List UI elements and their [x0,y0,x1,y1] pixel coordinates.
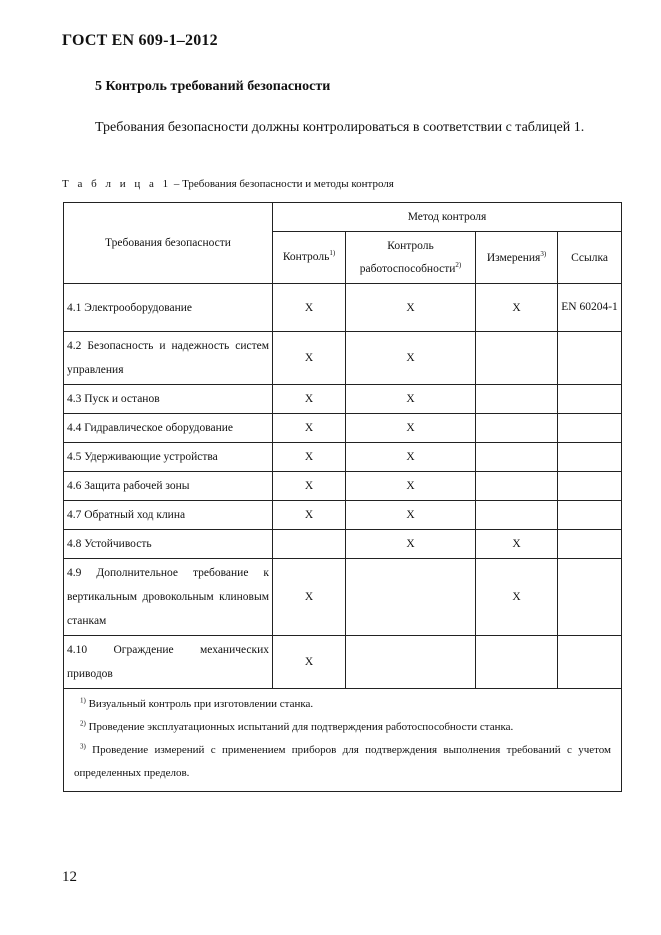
row-performance-mark: X [346,501,476,530]
row-reference [558,501,622,530]
row-control-mark: X [273,414,346,443]
header-performance-note: 2) [455,260,462,269]
row-requirement: 4.7 Обратный ход клина [64,501,273,530]
table-row [64,385,622,414]
row-requirement: 4.9 Дополнительное требование к вертикальным дровокольным клиновым станкам [64,559,273,636]
row-requirement: 4.2 Безопасность и надежность систем управления [64,332,273,385]
row-measurement-mark: X [476,284,558,332]
requirements-table [63,202,622,792]
row-performance-mark: X [346,284,476,332]
table-row [64,559,622,636]
row-performance-mark: X [346,530,476,559]
table-note [74,716,611,739]
table-header-row [64,203,622,232]
table-row [64,501,622,530]
row-reference [558,443,622,472]
row-measurement-mark [476,414,558,443]
table-note-text: Визуальный контроль при изготовлении станка. [85,698,314,710]
row-reference [558,636,622,689]
row-requirement: 4.6 Защита рабочей зоны [64,472,273,501]
row-control-mark: X [273,636,346,689]
row-measurement-mark [476,472,558,501]
row-reference [558,385,622,414]
table-row [64,472,622,501]
row-control-mark: X [273,443,346,472]
table-note-mark: 1) [80,696,86,705]
row-requirement: 4.8 Устойчивость [64,530,273,559]
row-requirement: 4.1 Электрооборудование [64,284,273,332]
row-performance-mark: X [346,385,476,414]
row-measurement-mark [476,636,558,689]
row-control-mark: X [273,501,346,530]
row-performance-mark: X [346,414,476,443]
header-control [273,232,346,284]
header-requirements: Требования безопасности [64,203,273,284]
header-reference: Ссылка [558,232,622,284]
row-measurement-mark: X [476,559,558,636]
table-note [74,693,611,716]
row-control-mark: X [273,385,346,414]
row-control-mark: X [273,472,346,501]
row-control-mark: X [273,332,346,385]
row-requirement: 4.4 Гидравлическое оборудование [64,414,273,443]
row-reference [558,332,622,385]
body-paragraph: Требования безопасности должны контролироваться в соответствии с таблицей 1. [95,120,585,135]
row-reference [558,472,622,501]
header-performance-label: Контроль работоспособности [359,239,456,275]
header-control-note: 1) [329,249,336,258]
row-performance-mark [346,636,476,689]
row-measurement-mark: X [476,530,558,559]
row-control-mark [273,530,346,559]
row-performance-mark: X [346,472,476,501]
row-measurement-mark [476,501,558,530]
header-method: Метод контроля [273,203,622,232]
table-notes [64,689,622,792]
row-reference [558,414,622,443]
row-control-mark: X [273,284,346,332]
table-caption-text: – Требования безопасности и методы контроля [171,178,394,190]
row-reference: EN 60204-1 [558,284,622,332]
row-measurement-mark [476,385,558,414]
table-note [74,739,611,785]
row-requirement: 4.3 Пуск и останов [64,385,273,414]
header-measurement [476,232,558,284]
table-row [64,284,622,332]
table-note-mark: 3) [80,742,86,751]
row-reference [558,559,622,636]
table-row [64,332,622,385]
row-performance-mark: X [346,332,476,385]
table-notes-row [64,689,622,792]
header-measurement-note: 3) [540,249,547,258]
row-reference [558,530,622,559]
row-measurement-mark [476,443,558,472]
table-note-text: Проведение эксплуатационных испытаний для подтверждения работоспособности станка. [85,721,514,733]
document-header: ГОСТ EN 609-1–2012 [62,32,218,49]
row-performance-mark [346,559,476,636]
row-measurement-mark [476,332,558,385]
page-number: 12 [62,869,77,885]
table-row [64,443,622,472]
row-requirement: 4.5 Удерживающие устройства [64,443,273,472]
header-performance [346,232,476,284]
row-requirement: 4.10 Ограждение механических приводов [64,636,273,689]
table-row [64,414,622,443]
header-control-label: Контроль [282,251,330,263]
header-measurement-label: Измерения [486,251,541,264]
row-performance-mark: X [346,443,476,472]
table-caption-label: Т а б л и ц а 1 [62,178,172,190]
row-control-mark: X [273,559,346,636]
table-note-mark: 2) [80,719,86,728]
section-title: 5 Контроль требований безопасности [95,79,331,94]
table-caption [62,178,394,190]
table-row [64,530,622,559]
table-row [64,636,622,689]
table-note-text: Проведение измерений с применением приборов для подтверждения выполнения требований с учетом определенных пределов. [74,744,612,779]
